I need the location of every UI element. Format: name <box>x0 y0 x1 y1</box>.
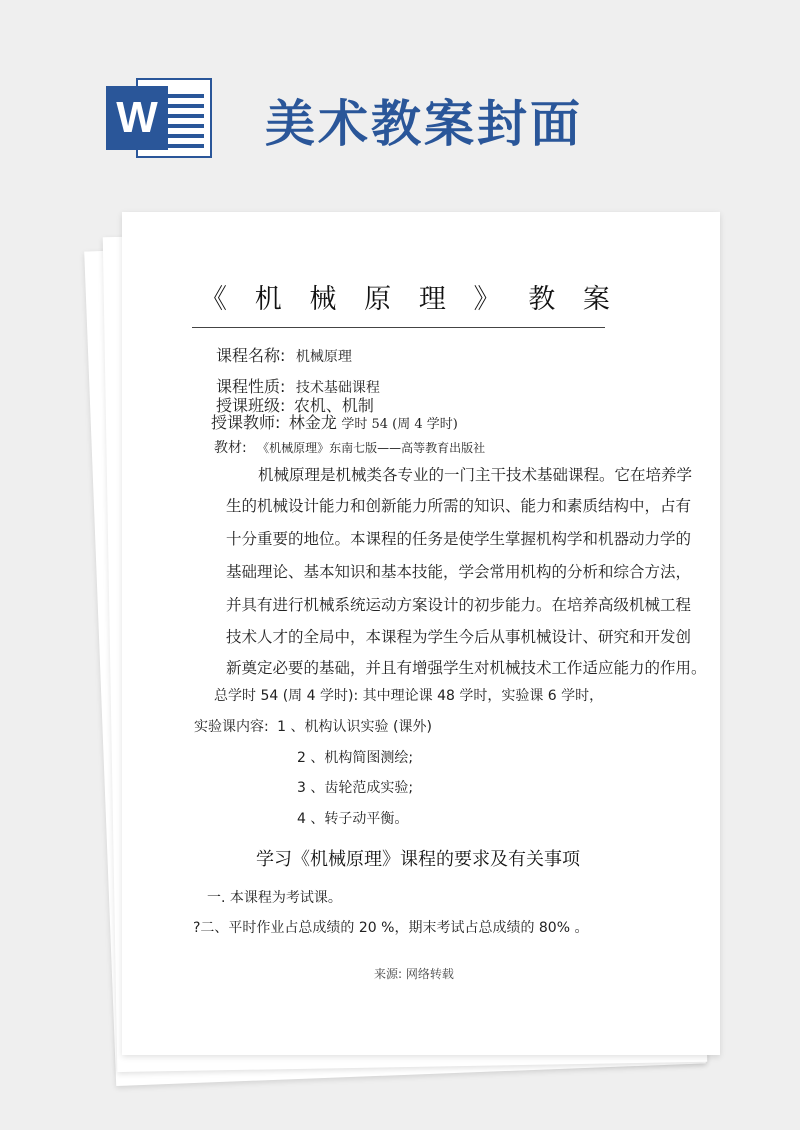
teacher-row <box>211 410 458 433</box>
lab-item: 3 、齿轮范成实验; <box>297 780 414 796</box>
title-char: 机 <box>254 284 282 315</box>
title-divider <box>192 327 605 328</box>
paragraph-line: 机械原理是机械类各专业的一门主干技术基础课程。它在培养学 <box>258 466 693 484</box>
word-doc-line <box>164 134 204 138</box>
title-char: 》 <box>473 284 501 315</box>
lab-content-label: 实验课内容: <box>194 719 269 735</box>
title-char: 理 <box>418 284 446 315</box>
banner-title: 美术教案封面 <box>265 94 583 153</box>
total-hours: 总学时 54 (周 4 学时): 其中理论课 48 学时，实验课 6 学时， <box>214 688 604 704</box>
course-name-label: 课程名称: <box>216 346 286 365</box>
class-value: 农机、机制 <box>293 396 374 415</box>
word-doc-line <box>164 144 204 148</box>
course-type-value: 技术基础课程 <box>295 380 380 396</box>
textbook-value: 《机械原理》东南七版——高等教育出版社 <box>257 441 486 455</box>
textbook-row <box>214 437 485 457</box>
paragraph-line: 新奠定必要的基础，并且有增强学生对机械技术工作适应能力的作用。 <box>226 659 707 677</box>
lab-content-row <box>194 716 432 736</box>
course-type-label: 课程性质: <box>216 377 286 396</box>
word-doc-line <box>164 104 204 108</box>
title-char: 案 <box>582 284 610 315</box>
teacher-label: 授课教师: <box>211 413 281 432</box>
source-note: 来源: 网络转载 <box>374 967 454 981</box>
lab-item: 2 、机构简图测绘; <box>297 750 414 766</box>
word-doc-line <box>164 124 204 128</box>
paragraph-line: 生的机械设计能力和创新能力所需的知识、能力和素质结构中，占有 <box>226 497 692 515</box>
word-doc-line <box>164 114 204 118</box>
paragraph-line: 基础理论、基本知识和基本技能，学会常用机构的分析和综合方法， <box>226 563 692 581</box>
hours-inline: 学时 54 (周 4 学时) <box>341 417 458 432</box>
requirement-item: 一. 本课程为考试课。 <box>207 890 342 906</box>
section-title: 学习《机械原理》课程的要求及有关事项 <box>256 849 580 870</box>
title-char: 原 <box>364 284 392 315</box>
title-char: 教 <box>528 284 556 315</box>
word-icon <box>106 78 212 158</box>
paragraph-line: 技术人才的全局中，本课程为学生今后从事机械设计、研究和开发创 <box>226 628 692 646</box>
title-char: 《 <box>200 284 227 315</box>
lab-item: 4 、转子动平衡。 <box>297 811 409 827</box>
lab-item: 1 、机构认识实验 (课外) <box>277 719 432 735</box>
word-letter: W <box>106 86 168 150</box>
word-doc-line <box>164 94 204 98</box>
teacher-value: 林金龙 <box>288 413 337 432</box>
course-name-value: 机械原理 <box>295 349 352 365</box>
banner <box>0 0 800 200</box>
title-char: 械 <box>309 284 337 315</box>
class-label: 授课班级: <box>216 396 286 415</box>
paragraph-line: 并具有进行机械系统运动方案设计的初步能力。在培养高级机械工程 <box>226 596 692 614</box>
textbook-label: 教材: <box>214 440 247 456</box>
course-name-row <box>216 343 352 366</box>
document-title <box>200 277 610 316</box>
requirement-item: ?二、平时作业占总成绩的 20 %，期末考试占总成绩的 80% 。 <box>193 920 589 936</box>
paragraph-line: 十分重要的地位。本课程的任务是使学生掌握机构学和机器动力学的 <box>226 530 692 548</box>
